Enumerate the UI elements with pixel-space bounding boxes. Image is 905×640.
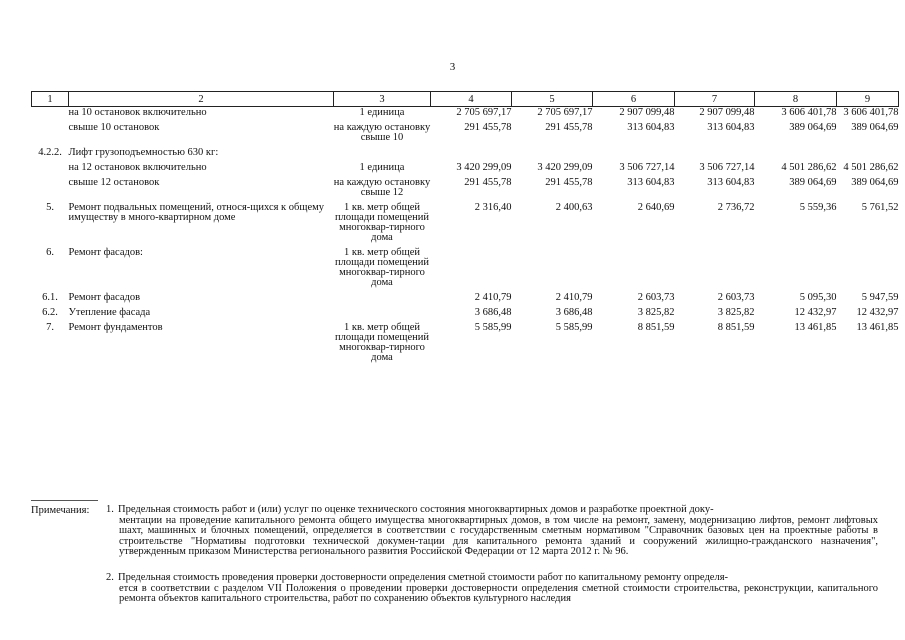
row-number: 7. — [46, 322, 54, 333]
row-number: 6.2. — [42, 307, 58, 318]
table-row — [32, 177, 899, 202]
note-1-continuation: ментации на проведение капитального ремонта общего имущества многоквартирных домов, в том числе на ремонт, замену, модернизацию лифтов, ремонт лифтовых шахт, машинных и блочных помещений, определяется в соответствии с государственным сметным нормативом "Справочник базовых цен на проектные работы в строительстве "Нормативы подготовки технической докумен-тации для капитального ремонта зданий и сооружений жилищно-гражданского назначения", утвержденным приказом Министерства регионального развития Российской Федерации от 12 марта 2012 г. № 96. — [119, 514, 878, 557]
row-value-col-5: 5 585,99 — [555, 322, 593, 333]
row-name: свыше 10 остановок — [68, 122, 160, 133]
table-row — [32, 247, 899, 292]
row-value-col-4: 5 585,99 — [474, 322, 512, 333]
row-value-col-4: 3 686,48 — [474, 307, 512, 318]
row-value-col-7 — [675, 247, 755, 292]
row-value-col-5 — [512, 247, 593, 292]
row-value-col-8: 3 606 401,78 — [781, 107, 837, 118]
row-value-col-7: 8 851,59 — [717, 322, 755, 333]
row-value-col-8 — [755, 247, 837, 292]
note-1-text: Предельная стоимость работ и (или) услуг по оценке технического состояния многоквартирных домов и разработке проектной доку- — [118, 504, 714, 515]
row-value-col-9: 389 064,69 — [851, 177, 899, 188]
table-row — [32, 307, 899, 322]
header-col-5: 5 — [512, 92, 593, 107]
row-value-col-5: 291 455,78 — [545, 122, 593, 133]
row-name: свыше 12 остановок — [68, 177, 160, 188]
row-value-col-6: 2 907 099,48 — [619, 107, 675, 118]
row-value-col-5: 2 705 697,17 — [537, 107, 593, 118]
row-value-col-5: 3 420 299,09 — [537, 162, 593, 173]
price-table — [31, 91, 899, 367]
row-name: на 12 остановок включительно — [68, 162, 207, 173]
notes-divider — [31, 500, 98, 501]
row-unit — [334, 307, 431, 322]
row-value-col-7: 2 603,73 — [717, 292, 755, 303]
row-number — [32, 122, 69, 147]
table-row — [32, 122, 899, 147]
row-value-col-5: 3 686,48 — [555, 307, 593, 318]
row-value-col-8: 5 559,36 — [799, 202, 837, 213]
table-row — [32, 202, 899, 247]
row-value-col-8 — [755, 147, 837, 162]
row-value-col-5: 2 400,63 — [555, 202, 593, 213]
row-value-col-6: 313 604,83 — [627, 177, 675, 188]
row-value-col-6: 3 825,82 — [637, 307, 675, 318]
row-value-col-6 — [593, 147, 675, 162]
table-row — [32, 107, 899, 123]
row-name: на 10 остановок включительно — [68, 107, 207, 118]
row-value-col-4: 291 455,78 — [464, 122, 512, 133]
row-name: Ремонт подвальных помещений, относя-щихся к общему имуществу в много-квартирном доме — [68, 202, 325, 223]
row-value-col-8: 389 064,69 — [789, 122, 837, 133]
row-value-col-6: 3 506 727,14 — [619, 162, 675, 173]
row-value-col-9: 5 947,59 — [861, 292, 899, 303]
row-number: 6.1. — [42, 292, 58, 303]
note-1-marker: 1. — [106, 504, 114, 515]
row-number: 4.2.2. — [38, 147, 62, 158]
row-number — [32, 107, 69, 123]
row-number: 5. — [46, 202, 54, 213]
row-value-col-9 — [837, 147, 899, 162]
row-value-col-9: 12 432,97 — [856, 307, 899, 318]
row-value-col-7: 3 506 727,14 — [699, 162, 755, 173]
row-value-col-8: 4 501 286,62 — [781, 162, 837, 173]
row-unit: 1 кв. метр общей площади помещений многоквар-тирного дома — [334, 202, 430, 243]
row-value-col-7: 313 604,83 — [707, 122, 755, 133]
row-unit: 1 единица — [359, 162, 405, 173]
row-value-col-4: 2 705 697,17 — [456, 107, 512, 118]
header-col-3: 3 — [334, 92, 431, 107]
row-value-col-6 — [593, 247, 675, 292]
table-header-row — [32, 92, 899, 107]
row-number — [32, 162, 69, 177]
row-value-col-8: 13 461,85 — [794, 322, 837, 333]
row-value-col-7: 2 736,72 — [717, 202, 755, 213]
row-value-col-5 — [512, 147, 593, 162]
row-value-col-9 — [837, 247, 899, 292]
row-value-col-8: 12 432,97 — [794, 307, 837, 318]
table-row — [32, 162, 899, 177]
row-value-col-6: 2 640,69 — [637, 202, 675, 213]
row-value-col-5: 291 455,78 — [545, 177, 593, 188]
row-name: Утепление фасада — [68, 307, 151, 318]
row-value-col-8: 389 064,69 — [789, 177, 837, 188]
header-col-6: 6 — [593, 92, 675, 107]
row-value-col-7 — [675, 147, 755, 162]
row-unit: 1 кв. метр общей площади помещений многоквар-тирного дома — [334, 322, 430, 363]
row-unit — [334, 292, 431, 307]
table-row — [32, 292, 899, 307]
note-1 — [106, 505, 878, 558]
header-col-1: 1 — [32, 92, 69, 107]
header-col-9: 9 — [837, 92, 899, 107]
note-2-continuation: ется в соответствии с разделом VII Положения о проведении проверки достоверности определения сметной стоимости строительства, реконструкции, капитального ремонта объектов капитального строительства, работ по сохранению объектов культурного наследия — [119, 582, 878, 604]
row-value-col-4 — [431, 147, 512, 162]
row-value-col-9: 3 606 401,78 — [843, 107, 899, 118]
row-value-col-8: 5 095,30 — [799, 292, 837, 303]
row-value-col-6: 2 603,73 — [637, 292, 675, 303]
row-value-col-4: 2 316,40 — [474, 202, 512, 213]
row-value-col-4: 291 455,78 — [464, 177, 512, 188]
note-2 — [106, 573, 878, 605]
row-value-col-4: 2 410,79 — [474, 292, 512, 303]
row-value-col-4: 3 420 299,09 — [456, 162, 512, 173]
row-value-col-9: 5 761,52 — [861, 202, 899, 213]
row-value-col-9: 4 501 286,62 — [843, 162, 899, 173]
row-number — [32, 177, 69, 202]
notes-label: Примечания: — [31, 505, 90, 516]
row-unit: 1 кв. метр общей площади помещений многоквар-тирного дома — [334, 247, 430, 288]
table-row — [32, 147, 899, 162]
row-unit: на каждую остановку свыше 12 — [333, 177, 431, 198]
row-number: 6. — [46, 247, 54, 258]
header-col-8: 8 — [755, 92, 837, 107]
row-name: Ремонт фасадов — [68, 292, 141, 303]
row-unit: 1 единица — [359, 107, 405, 118]
row-value-col-6: 313 604,83 — [627, 122, 675, 133]
note-2-marker: 2. — [106, 572, 114, 583]
row-value-col-4 — [431, 247, 512, 292]
row-name: Ремонт фасадов: — [68, 247, 143, 258]
note-2-text: Предельная стоимость проведения проверки достоверности определения сметной стоимости работ по капитальному ремонту определя- — [118, 572, 729, 583]
page-number: 3 — [449, 61, 456, 73]
row-unit: на каждую остановку свыше 10 — [333, 122, 431, 143]
row-name: Лифт грузоподъемностью 630 кг: — [68, 147, 219, 158]
header-col-2: 2 — [69, 92, 334, 107]
row-name: Ремонт фундаментов — [68, 322, 163, 333]
row-value-col-6: 8 851,59 — [637, 322, 675, 333]
row-value-col-7: 2 907 099,48 — [699, 107, 755, 118]
row-value-col-5: 2 410,79 — [555, 292, 593, 303]
row-value-col-9: 389 064,69 — [851, 122, 899, 133]
table-row — [32, 322, 899, 367]
row-value-col-7: 313 604,83 — [707, 177, 755, 188]
row-value-col-7: 3 825,82 — [717, 307, 755, 318]
row-unit — [334, 147, 431, 162]
header-col-7: 7 — [675, 92, 755, 107]
header-col-4: 4 — [431, 92, 512, 107]
row-value-col-9: 13 461,85 — [856, 322, 899, 333]
